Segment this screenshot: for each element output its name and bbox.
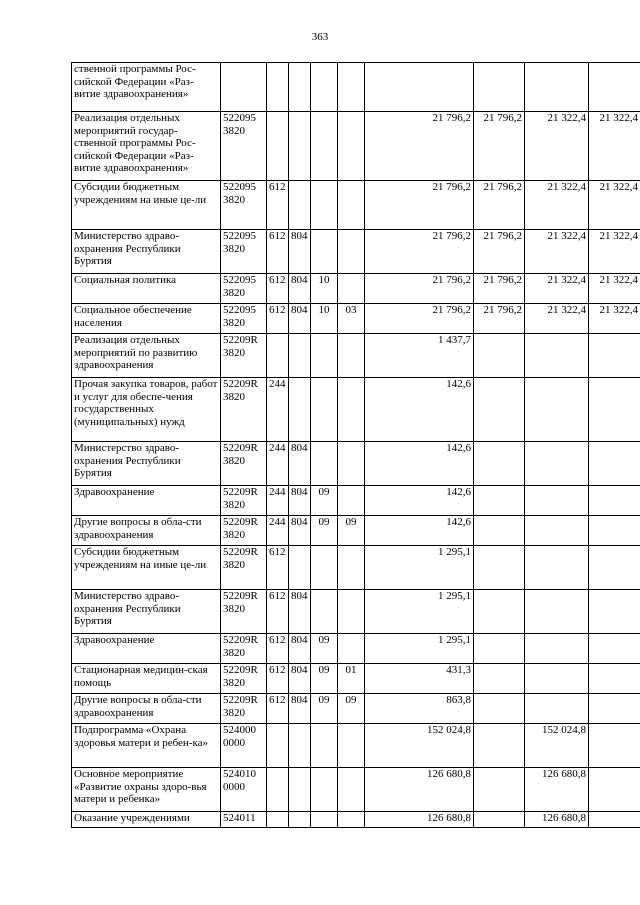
target-code-cell: 52209R 3820	[221, 486, 267, 516]
item-name-cell: Другие вопросы в обла-сти здравоохранения	[72, 516, 221, 546]
amount-cell: 1 437,7	[365, 334, 474, 378]
amount-next-federal-cell	[589, 694, 640, 724]
section-cell	[311, 334, 338, 378]
amount-next-cell	[525, 634, 589, 664]
amount-federal-cell	[474, 724, 525, 768]
target-code-cell: 524000 0000	[221, 724, 267, 768]
ministry-code-cell: 804	[289, 274, 311, 304]
section-cell: 09	[311, 516, 338, 546]
expense-type-cell: 244	[267, 486, 289, 516]
amount-federal-cell: 21 796,2	[474, 304, 525, 334]
table-row	[72, 590, 640, 634]
amount-federal-cell	[474, 63, 525, 112]
item-name-cell: Субсидии бюджетным учреждениям на иные це-ли	[72, 546, 221, 590]
ministry-code-cell: 804	[289, 230, 311, 274]
amount-cell: 1 295,1	[365, 546, 474, 590]
table-row	[72, 274, 640, 304]
amount-next-cell	[525, 334, 589, 378]
expense-type-cell: 612	[267, 546, 289, 590]
amount-cell: 21 796,2	[365, 112, 474, 181]
subsection-cell	[338, 63, 365, 112]
item-name-cell: Основное мероприятие «Развитие охраны здоро-вья матери и ребенка»	[72, 768, 221, 812]
table-row	[72, 442, 640, 486]
amount-cell: 863,8	[365, 694, 474, 724]
expense-type-cell: 612	[267, 274, 289, 304]
table-row	[72, 63, 640, 112]
amount-cell: 21 796,2	[365, 230, 474, 274]
section-cell	[311, 230, 338, 274]
page-number: 363	[311, 31, 329, 43]
amount-next-cell: 21 322,4	[525, 230, 589, 274]
section-cell	[311, 63, 338, 112]
item-name-cell: Реализация отдельных мероприятий по развитию здравоохранения	[72, 334, 221, 378]
amount-next-federal-cell: 21 322,4	[589, 304, 640, 334]
section-cell: 09	[311, 694, 338, 724]
amount-federal-cell: 21 796,2	[474, 274, 525, 304]
section-cell	[311, 378, 338, 442]
amount-next-federal-cell: 21 322,4	[589, 112, 640, 181]
amount-federal-cell	[474, 486, 525, 516]
section-cell	[311, 724, 338, 768]
table-row	[72, 724, 640, 768]
amount-next-cell: 152 024,8	[525, 724, 589, 768]
budget-table	[71, 62, 640, 828]
amount-next-cell: 21 322,4	[525, 181, 589, 230]
target-code-cell: 522095 3820	[221, 304, 267, 334]
amount-federal-cell	[474, 334, 525, 378]
section-cell: 09	[311, 486, 338, 516]
amount-next-cell	[525, 664, 589, 694]
table-row	[72, 694, 640, 724]
section-cell	[311, 768, 338, 812]
ministry-code-cell	[289, 768, 311, 812]
target-code-cell: 52209R 3820	[221, 694, 267, 724]
amount-cell: 21 796,2	[365, 181, 474, 230]
expense-type-cell	[267, 724, 289, 768]
item-name-cell: Министерство здраво-охранения Республики Бурятия	[72, 590, 221, 634]
item-name-cell: Стационарная медицин-ская помощь	[72, 664, 221, 694]
subsection-cell	[338, 768, 365, 812]
expense-type-cell	[267, 812, 289, 828]
amount-federal-cell: 21 796,2	[474, 230, 525, 274]
target-code-cell: 522095 3820	[221, 230, 267, 274]
ministry-code-cell	[289, 546, 311, 590]
amount-next-federal-cell	[589, 378, 640, 442]
subsection-cell	[338, 274, 365, 304]
amount-cell: 21 796,2	[365, 274, 474, 304]
target-code-cell	[221, 63, 267, 112]
amount-cell	[365, 63, 474, 112]
table-row	[72, 546, 640, 590]
amount-next-federal-cell	[589, 634, 640, 664]
target-code-cell: 522095 3820	[221, 181, 267, 230]
expense-type-cell: 612	[267, 694, 289, 724]
expense-type-cell: 612	[267, 634, 289, 664]
expense-type-cell	[267, 112, 289, 181]
target-code-cell: 52209R 3820	[221, 516, 267, 546]
subsection-cell	[338, 634, 365, 664]
item-name-cell: Оказание учреждениями	[72, 812, 221, 828]
amount-next-federal-cell: 21 322,4	[589, 274, 640, 304]
ministry-code-cell: 804	[289, 304, 311, 334]
section-cell: 10	[311, 304, 338, 334]
table-row	[72, 768, 640, 812]
amount-next-federal-cell	[589, 546, 640, 590]
target-code-cell: 52209R 3820	[221, 546, 267, 590]
amount-federal-cell	[474, 378, 525, 442]
amount-next-federal-cell	[589, 486, 640, 516]
section-cell	[311, 442, 338, 486]
amount-next-federal-cell: 21 322,4	[589, 181, 640, 230]
amount-federal-cell: 21 796,2	[474, 112, 525, 181]
subsection-cell	[338, 590, 365, 634]
section-cell	[311, 546, 338, 590]
amount-next-cell	[525, 378, 589, 442]
amount-next-federal-cell	[589, 768, 640, 812]
subsection-cell: 09	[338, 694, 365, 724]
ministry-code-cell: 804	[289, 442, 311, 486]
expense-type-cell: 244	[267, 516, 289, 546]
table-row	[72, 230, 640, 274]
target-code-cell: 522095 3820	[221, 112, 267, 181]
amount-federal-cell	[474, 664, 525, 694]
item-name-cell: Другие вопросы в обла-сти здравоохранения	[72, 694, 221, 724]
amount-cell: 142,6	[365, 378, 474, 442]
amount-next-federal-cell	[589, 516, 640, 546]
item-name-cell: Реализация отдельных мероприятий государ-ственной программы Рос-сийской Федерации «Раз-витие здравоохранения»	[72, 112, 221, 181]
subsection-cell: 01	[338, 664, 365, 694]
subsection-cell: 03	[338, 304, 365, 334]
ministry-code-cell: 804	[289, 634, 311, 664]
ministry-code-cell: 804	[289, 664, 311, 694]
item-name-cell: Министерство здраво-охранения Республики Бурятия	[72, 442, 221, 486]
subsection-cell	[338, 442, 365, 486]
section-cell	[311, 590, 338, 634]
item-name-cell: Подпрограмма «Охрана здоровья матери и ребен-ка»	[72, 724, 221, 768]
ministry-code-cell	[289, 724, 311, 768]
table-row	[72, 181, 640, 230]
item-name-cell: Социальная политика	[72, 274, 221, 304]
target-code-cell: 52209R 3820	[221, 590, 267, 634]
subsection-cell	[338, 378, 365, 442]
ministry-code-cell: 804	[289, 486, 311, 516]
expense-type-cell: 612	[267, 181, 289, 230]
amount-cell: 142,6	[365, 516, 474, 546]
table-row	[72, 304, 640, 334]
amount-next-federal-cell	[589, 590, 640, 634]
target-code-cell: 52209R 3820	[221, 334, 267, 378]
amount-federal-cell	[474, 516, 525, 546]
amount-cell: 126 680,8	[365, 812, 474, 828]
amount-next-federal-cell	[589, 442, 640, 486]
item-name-cell: Прочая закупка товаров, работ и услуг для обеспе-чения государственных (муниципальных) нужд	[72, 378, 221, 442]
amount-next-cell	[525, 546, 589, 590]
amount-federal-cell	[474, 812, 525, 828]
amount-next-federal-cell	[589, 334, 640, 378]
target-code-cell: 524010 0000	[221, 768, 267, 812]
subsection-cell	[338, 546, 365, 590]
amount-next-federal-cell	[589, 812, 640, 828]
amount-cell: 142,6	[365, 442, 474, 486]
target-code-cell: 52209R 3820	[221, 378, 267, 442]
table-row	[72, 812, 640, 828]
expense-type-cell: 244	[267, 442, 289, 486]
table-row	[72, 334, 640, 378]
expense-type-cell: 612	[267, 230, 289, 274]
ministry-code-cell	[289, 812, 311, 828]
ministry-code-cell	[289, 334, 311, 378]
target-code-cell: 522095 3820	[221, 274, 267, 304]
item-name-cell: Здравоохранение	[72, 486, 221, 516]
amount-cell: 21 796,2	[365, 304, 474, 334]
amount-next-cell: 126 680,8	[525, 812, 589, 828]
expense-type-cell	[267, 334, 289, 378]
expense-type-cell: 612	[267, 590, 289, 634]
amount-cell: 431,3	[365, 664, 474, 694]
ministry-code-cell	[289, 378, 311, 442]
section-cell: 09	[311, 664, 338, 694]
subsection-cell	[338, 724, 365, 768]
amount-next-cell: 21 322,4	[525, 112, 589, 181]
table-row	[72, 112, 640, 181]
ministry-code-cell	[289, 181, 311, 230]
section-cell: 09	[311, 634, 338, 664]
ministry-code-cell	[289, 112, 311, 181]
amount-federal-cell	[474, 442, 525, 486]
amount-next-cell: 21 322,4	[525, 274, 589, 304]
table-row	[72, 664, 640, 694]
expense-type-cell: 244	[267, 378, 289, 442]
subsection-cell: 09	[338, 516, 365, 546]
amount-cell: 142,6	[365, 486, 474, 516]
expense-type-cell: 612	[267, 304, 289, 334]
amount-cell: 1 295,1	[365, 634, 474, 664]
subsection-cell	[338, 181, 365, 230]
expense-type-cell: 612	[267, 664, 289, 694]
section-cell	[311, 112, 338, 181]
table-row	[72, 378, 640, 442]
budget-table-body	[72, 63, 640, 828]
target-code-cell: 52209R 3820	[221, 442, 267, 486]
subsection-cell	[338, 334, 365, 378]
ministry-code-cell: 804	[289, 590, 311, 634]
item-name-cell: Социальное обеспечение населения	[72, 304, 221, 334]
amount-next-cell	[525, 694, 589, 724]
amount-next-cell	[525, 590, 589, 634]
item-name-cell: Министерство здраво-охранения Республики Бурятия	[72, 230, 221, 274]
table-row	[72, 634, 640, 664]
amount-next-cell	[525, 516, 589, 546]
amount-next-federal-cell: 21 322,4	[589, 230, 640, 274]
item-name-cell: Субсидии бюджетным учреждениям на иные це-ли	[72, 181, 221, 230]
amount-next-cell	[525, 442, 589, 486]
amount-cell: 126 680,8	[365, 768, 474, 812]
amount-next-cell	[525, 486, 589, 516]
section-cell	[311, 812, 338, 828]
amount-next-cell: 126 680,8	[525, 768, 589, 812]
amount-cell: 152 024,8	[365, 724, 474, 768]
subsection-cell	[338, 112, 365, 181]
amount-next-federal-cell	[589, 664, 640, 694]
amount-next-cell: 21 322,4	[525, 304, 589, 334]
amount-federal-cell	[474, 634, 525, 664]
amount-federal-cell	[474, 694, 525, 724]
amount-federal-cell: 21 796,2	[474, 181, 525, 230]
amount-next-federal-cell	[589, 63, 640, 112]
target-code-cell: 524011	[221, 812, 267, 828]
amount-federal-cell	[474, 546, 525, 590]
section-cell	[311, 181, 338, 230]
table-row	[72, 486, 640, 516]
ministry-code-cell: 804	[289, 694, 311, 724]
amount-federal-cell	[474, 590, 525, 634]
target-code-cell: 52209R 3820	[221, 634, 267, 664]
amount-federal-cell	[474, 768, 525, 812]
subsection-cell	[338, 230, 365, 274]
subsection-cell	[338, 812, 365, 828]
amount-next-cell	[525, 63, 589, 112]
amount-cell: 1 295,1	[365, 590, 474, 634]
expense-type-cell	[267, 63, 289, 112]
amount-next-federal-cell	[589, 724, 640, 768]
item-name-cell: Здравоохранение	[72, 634, 221, 664]
expense-type-cell	[267, 768, 289, 812]
item-name-cell: ственной программы Рос-сийской Федерации «Раз-витие здравоохранения»	[72, 63, 221, 112]
ministry-code-cell	[289, 63, 311, 112]
ministry-code-cell: 804	[289, 516, 311, 546]
table-row	[72, 516, 640, 546]
section-cell: 10	[311, 274, 338, 304]
subsection-cell	[338, 486, 365, 516]
target-code-cell: 52209R 3820	[221, 664, 267, 694]
